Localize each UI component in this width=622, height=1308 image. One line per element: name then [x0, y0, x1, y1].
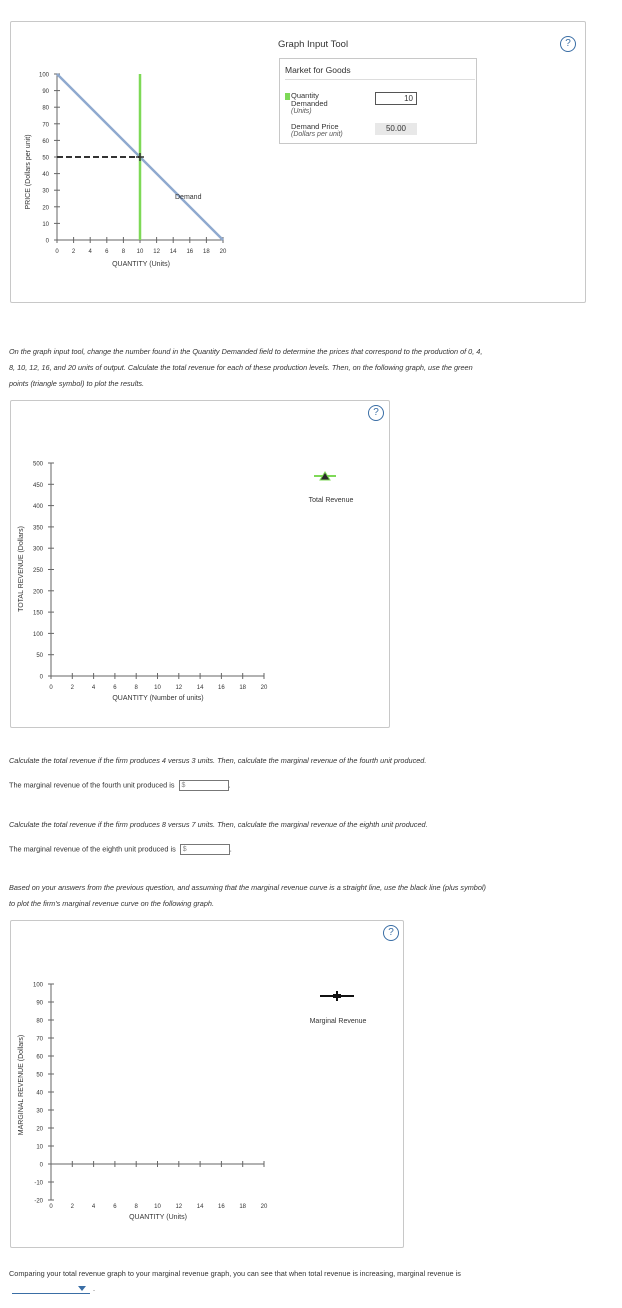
x-tick-label: 10 [154, 685, 161, 691]
help-icon[interactable]: ? [368, 405, 384, 421]
x-tick-label: 6 [113, 1204, 117, 1210]
demand-price-output: 50.00 [375, 123, 417, 135]
x-tick-label: 12 [153, 249, 160, 255]
y-tick-label: 50 [36, 653, 43, 660]
q1-answer-label: The marginal revenue of the fourth unit produced is [9, 780, 175, 790]
graph-input-tool-title: Graph Input Tool [278, 39, 349, 50]
y-tick-label: 100 [32, 631, 43, 638]
divider [285, 79, 475, 80]
x-tick-label: 14 [169, 249, 177, 255]
y-tick-label: 40 [42, 172, 49, 179]
marginal-revenue-plus-tool[interactable] [320, 991, 354, 1001]
y-tick-label: 450 [32, 482, 43, 489]
y-tick-label: 80 [42, 105, 49, 112]
x-tick-label: 2 [70, 685, 74, 691]
help-icon[interactable]: ? [383, 925, 399, 941]
x-tick-label: 6 [113, 685, 117, 691]
q1-answer-row [9, 780, 231, 791]
y-tick-label: 100 [32, 982, 43, 989]
x-tick-label: 16 [218, 685, 225, 691]
q2-period: . [229, 844, 232, 854]
y-tick-label: 200 [32, 589, 43, 596]
q2-marginal-revenue-input[interactable]: $ [180, 844, 230, 855]
y-tick-label: 90 [42, 89, 49, 96]
x-tick-label: 12 [175, 1204, 183, 1210]
quantity-demanded-label: Quantity Demanded (Units) [291, 91, 328, 115]
marginal-revenue-legend-label: Marginal Revenue [309, 1018, 367, 1025]
x-tick-label: 8 [134, 685, 138, 691]
x-axis-label: QUANTITY (Units) [112, 261, 170, 268]
x-tick-label: 4 [88, 249, 92, 255]
x-tick-label: 0 [55, 249, 59, 255]
demand-price-label: Demand Price (Dollars per unit) [291, 122, 343, 138]
x-tick-label: 20 [260, 685, 268, 691]
y-tick-label: 150 [32, 610, 43, 617]
x-axis-label: QUANTITY (Units) [129, 1214, 187, 1221]
y-tick-label: 50 [42, 155, 49, 162]
y-tick-label: -20 [34, 1198, 43, 1205]
x-tick-label: 4 [91, 685, 96, 691]
q2-prompt: Calculate the total revenue if the firm produces 8 versus 7 units. Then, calculate the marginal revenue of the eighth unit produced. [9, 820, 428, 829]
y-tick-label: 300 [32, 546, 43, 553]
q1-period: . [228, 780, 231, 790]
y-tick-label: 250 [32, 568, 43, 574]
y-axis-label: TOTAL REVENUE (Dollars) [18, 526, 25, 612]
x-tick-label: 14 [196, 685, 204, 691]
y-axis-label: PRICE (Dollars per unit) [25, 134, 32, 210]
instructions-text: On the graph input tool, change the number found in the Quantity Demanded field to determine the prices that correspond to the production of 0, 4, 8, 10, 12, 16, and 20 units of output. Calculate the total revenue for each of these production levels. Then, on the following graph, use the green points (triangle symbol) to plot the results. [9, 347, 483, 388]
x-axis-label: QUANTITY (Number of units) [112, 695, 204, 702]
marginal-revenue-panel [10, 920, 404, 1248]
demand-graph[interactable] [11, 22, 271, 282]
x-tick-label: 0 [49, 685, 53, 691]
x-tick-label: 6 [105, 249, 109, 255]
y-tick-label: 70 [36, 1036, 43, 1043]
x-tick-label: 0 [49, 1204, 53, 1210]
x-tick-label: 20 [260, 1204, 268, 1210]
x-tick-label: 2 [70, 1204, 74, 1210]
x-tick-label: 20 [219, 249, 227, 255]
y-tick-label: 50 [36, 1072, 43, 1079]
y-tick-label: 500 [32, 461, 43, 468]
x-tick-label: 18 [239, 1204, 247, 1210]
x-tick-label: 18 [203, 249, 210, 255]
y-tick-label: 350 [32, 525, 43, 532]
final-question-text: Comparing your total revenue graph to your marginal revenue graph, you can see that when total revenue is increasing, marginal revenue is [9, 1269, 461, 1278]
x-tick-label: 10 [154, 1204, 161, 1210]
x-tick-label: 12 [175, 685, 183, 691]
x-tick-label: 8 [121, 249, 126, 255]
y-tick-label: 10 [36, 1144, 43, 1151]
y-tick-label: 70 [42, 122, 49, 129]
x-tick-label: 16 [186, 249, 194, 255]
y-tick-label: 0 [45, 238, 49, 245]
marginal-revenue-dropdown[interactable] [12, 1283, 90, 1294]
y-tick-label: 60 [42, 138, 49, 145]
y-axis-label: MARGINAL REVENUE (Dollars) [18, 1034, 25, 1136]
x-tick-label: 4 [91, 1204, 96, 1210]
y-tick-label: 0 [39, 674, 43, 681]
y-tick-label: 20 [42, 205, 49, 212]
y-tick-label: 80 [36, 1018, 43, 1025]
q1-marginal-revenue-input[interactable]: $ [179, 780, 229, 791]
x-tick-label: 8 [134, 1204, 138, 1210]
y-tick-label: 100 [38, 72, 49, 79]
market-box [279, 58, 477, 144]
y-tick-label: 30 [42, 188, 49, 195]
y-tick-label: -10 [34, 1180, 43, 1187]
y-tick-label: 0 [39, 1162, 43, 1169]
x-tick-label: 10 [136, 249, 144, 255]
final-period: . [93, 1284, 96, 1293]
total-revenue-panel [10, 400, 390, 728]
x-tick-label: 16 [218, 1204, 225, 1210]
total-revenue-triangle-tool[interactable] [314, 472, 336, 480]
x-tick-label: 18 [239, 685, 247, 691]
x-tick-label: 14 [196, 1204, 204, 1210]
q2-answer-label: The marginal revenue of the eighth unit produced is [9, 844, 176, 854]
y-tick-label: 400 [32, 504, 43, 511]
q1-prompt: Calculate the total revenue if the firm produces 4 versus 3 units. Then, calculate the marginal revenue of the fourth unit produced. [9, 756, 427, 765]
quantity-demanded-input[interactable]: 10 [375, 92, 417, 105]
demand-graph-panel [10, 21, 586, 303]
q2-answer-row [9, 844, 232, 855]
chevron-down-icon [78, 1286, 86, 1291]
total-revenue-legend-label: Total Revenue [308, 497, 354, 504]
market-header: Market for Goods [285, 65, 351, 75]
y-tick-label: 20 [36, 1126, 43, 1133]
y-tick-label: 40 [36, 1090, 43, 1097]
y-tick-label: 90 [36, 1000, 43, 1007]
y-tick-label: 10 [42, 221, 49, 228]
instructions2-text: Based on your answers from the previous question, and assuming that the marginal revenue curve is a straight line, use the black line (plus symbol) to plot the firm's marginal revenue curve on the following graph. [9, 883, 486, 908]
y-tick-label: 30 [36, 1108, 43, 1115]
total-revenue-graph[interactable] [11, 401, 381, 723]
demand-label: Demand [175, 194, 202, 201]
green-square-icon [285, 93, 290, 100]
help-icon[interactable]: ? [560, 36, 576, 52]
y-tick-label: 60 [36, 1054, 43, 1061]
marginal-revenue-graph[interactable] [11, 921, 401, 1243]
x-tick-label: 2 [71, 249, 76, 255]
